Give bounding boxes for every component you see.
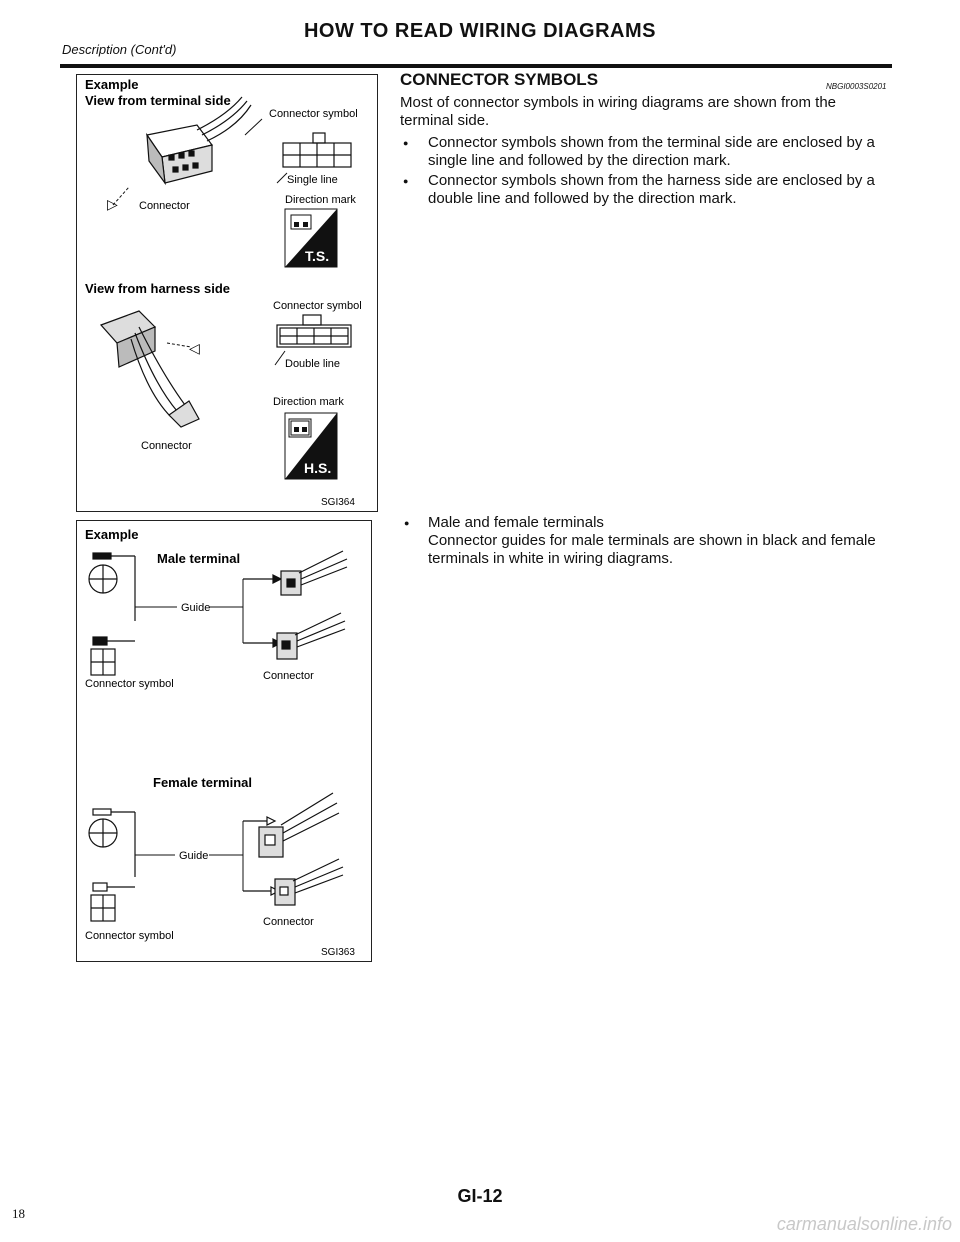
section-reference-code: NBGI0003S0201 xyxy=(826,82,887,91)
male-female-text: Connector guides for male terminals are shown in black and female terminals in white in wiring diagrams. xyxy=(428,532,876,567)
figure-connector-views xyxy=(76,74,378,512)
male-terminal-title: Male terminal xyxy=(157,551,241,566)
watermark: carmanualsonline.info xyxy=(776,1214,952,1234)
bullet-item-terminal-side: ● Connector symbols shown from the terminal side are enclosed by a single line and followed by the direction mark. xyxy=(400,134,890,170)
header-rule xyxy=(60,64,892,68)
connector-symbol-label-4: Connector symbol xyxy=(85,930,174,942)
female-connector-symbol-bottom xyxy=(91,883,135,921)
guide-label-1: Guide xyxy=(181,602,211,614)
bullet-male-female: ● xyxy=(404,518,410,528)
female-connector-illustration xyxy=(243,793,343,905)
connector-symbol-label-2: Connector symbol xyxy=(273,300,362,312)
female-connector-symbol-top xyxy=(89,809,135,877)
figure-male-female-drawing xyxy=(77,521,371,961)
figure-code-1: SGI364 xyxy=(321,497,355,508)
connector-symbols-heading: CONNECTOR SYMBOLS xyxy=(400,70,599,89)
connector-symbols-bullets xyxy=(400,134,890,210)
hs-mark-text: H.S. xyxy=(304,460,332,476)
connector-illustration-harness xyxy=(101,311,199,427)
connector-label-4: Connector xyxy=(263,916,314,928)
male-female-title: Male and female terminals xyxy=(428,514,604,531)
direction-mark-label-2: Direction mark xyxy=(273,396,344,408)
view-terminal-label: View from terminal side xyxy=(85,93,231,108)
connector-symbols-intro: Most of connector symbols in wiring diagrams are shown from the terminal side. xyxy=(400,94,837,129)
single-line-label: Single line xyxy=(287,174,338,186)
margin-page-number: 18 xyxy=(12,1206,25,1221)
example-label: Example xyxy=(85,77,139,92)
eye-icon-2: ◁ xyxy=(189,340,200,356)
eye-icon: ▷ xyxy=(107,196,118,212)
male-connector-symbol-top xyxy=(89,553,135,621)
connector-symbol-label-3: Connector symbol xyxy=(85,678,174,690)
connector-symbol-label-1: Connector symbol xyxy=(269,108,358,120)
guide-label-2: Guide xyxy=(179,850,209,862)
page-subtitle: Description (Cont'd) xyxy=(62,42,177,57)
figure-connector-views-drawing xyxy=(77,75,377,511)
connector-label-3: Connector xyxy=(263,670,314,682)
page-title: HOW TO READ WIRING DIAGRAMS xyxy=(303,20,656,42)
connector-label-1: Connector xyxy=(139,200,190,212)
example-label-2: Example xyxy=(85,527,139,542)
view-arrow-harness xyxy=(167,343,191,347)
connector-symbol-single-line xyxy=(283,133,351,167)
direction-mark-hs xyxy=(285,413,337,479)
direction-mark-ts xyxy=(285,209,337,267)
connector-symbol-double-line xyxy=(277,315,351,347)
figure-male-female xyxy=(76,520,372,962)
female-terminal-title: Female terminal xyxy=(153,775,252,790)
bullet-item-harness-side: ● Connector symbols shown from the harness side are enclosed by a double line and followed by the direction mark. xyxy=(400,172,890,208)
view-harness-label: View from harness side xyxy=(85,281,230,296)
direction-mark-label-1: Direction mark xyxy=(285,194,356,206)
male-connector-symbol-bottom xyxy=(91,637,135,675)
page-number: GI-12 xyxy=(457,1186,503,1206)
figure-code-2: SGI363 xyxy=(321,947,355,958)
connector-label-2: Connector xyxy=(141,440,192,452)
double-line-label: Double line xyxy=(285,358,341,370)
ts-mark-text: T.S. xyxy=(305,248,330,264)
connector-illustration-terminal xyxy=(147,97,251,183)
male-connector-illustration xyxy=(243,551,347,659)
